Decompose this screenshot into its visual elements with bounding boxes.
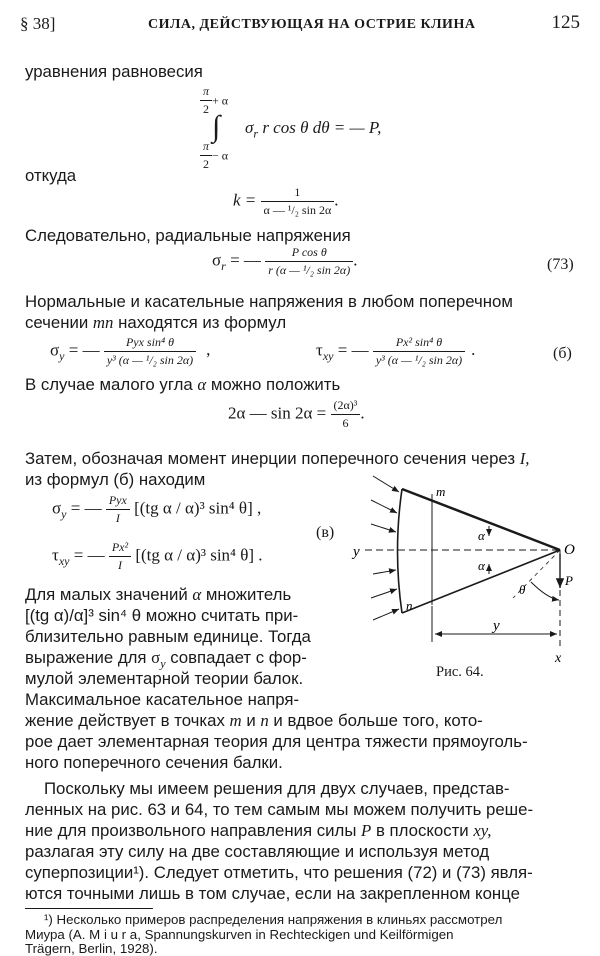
figure-caption: Рис. 64. — [436, 664, 484, 680]
text-line: ного поперечного сечения балки. — [25, 753, 283, 772]
load-arrows — [371, 476, 399, 620]
text-line: из формул (б) находим — [25, 470, 206, 489]
wedge-outline — [398, 489, 561, 613]
label-o: O — [564, 542, 575, 558]
label-x: x — [555, 651, 562, 666]
text-line: Затем, обозначая момент инерции поперечного сечения через I, — [25, 449, 530, 468]
label-alpha-top: α — [478, 528, 485, 543]
text-line: суперпозиции¹). Следует отметить, что решения (72) и (73) явля- — [25, 863, 533, 882]
text-line: близительно равным единице. Тогда — [25, 627, 311, 646]
integral-sign: ∫ — [212, 110, 221, 143]
label-n: n — [406, 598, 413, 613]
theta-arc — [531, 582, 559, 600]
running-title: СИЛА, ДЕЙСТВУЮЩАЯ НА ОСТРИЕ КЛИНА — [148, 17, 476, 32]
label-y-dimension: y — [493, 618, 500, 634]
equation-k: k = $\frac{1}{\text{α — ¹/₂ sin 2α}}$ . — [233, 185, 339, 217]
equation-b-sigma: $\sigma_y$ = — $\frac{\text{Pyx sin⁴ θ}}{\text{y³ (α — ¹/₂ sin 2α)}}$ , — [50, 335, 211, 367]
text-line: Для малых значений α множитель — [25, 585, 292, 604]
text-line: жение действует в точках m и n и вдвое больше того, кото- — [25, 711, 483, 730]
equation-b-tau: $\tau_{xy}$ = — $\frac{\text{Px² sin⁴ θ}}{\text{y³ (α — ¹/₂ sin 2α)}}$ . — [316, 335, 476, 367]
equation-v-tau: $\tau_{xy}$ = — $\frac{\text{Px²}}{I}$ [(tg α / α)³ sin⁴ θ] . — [52, 540, 263, 572]
text-line: Поскольку мы имеем решения для двух случаев, представ- — [44, 779, 510, 798]
text-line: уравнения равновесия — [25, 62, 203, 81]
equation-v-sigma: $\sigma_y$ = — $\frac{\text{Pyx}}{I}$ [(tg α / α)³ sin⁴ θ] , — [52, 493, 262, 525]
text-line: разлагая эту силу на две составляющие и используя метод — [25, 842, 490, 861]
text-line: ются точными лишь в том случае, если на закрепленном конце — [25, 884, 520, 903]
label-theta: θ — [519, 582, 526, 597]
page-number: 125 — [551, 12, 580, 33]
label-p: P — [565, 573, 573, 588]
label-y-axis: y — [353, 544, 360, 560]
text-line: рое дает элементарная теория для центра тяжести прямоуголь- — [25, 732, 528, 751]
text-line: выражение для $\sigma_y$ совпадает с фор- — [25, 648, 307, 671]
text-line: мулой элементарной теории балок. — [25, 669, 304, 688]
equation-approx: 2α — sin 2α = $\frac{\text{(2α)³}}{6}$ . — [228, 398, 365, 430]
footnote-line: ¹) Несколько примеров распределения напряжения в клиньях рассмотрел — [44, 912, 503, 927]
footnote-rule — [25, 908, 153, 909]
figure-64 — [335, 470, 595, 670]
footnote-line: Trägern, Berlin, 1928). — [25, 941, 158, 956]
text-line: ленных на рис. 63 и 64, то тем самым мы можем получить реше- — [25, 800, 534, 819]
integral-lower-limit: $\frac{\pi}{2}$ − α — [200, 139, 228, 172]
text-line: Следовательно, радиальные напряжения — [25, 226, 351, 245]
text-line: В случае малого угла α можно положить — [25, 375, 341, 394]
footnote-line: Миура (A. M i u r a, Spannungskurven in Rechteckigen und Keilförmigen — [25, 927, 454, 942]
section-number: § 38] — [20, 14, 56, 33]
equation-73: $\sigma_r$ = — $\frac{\text{P cos θ}}{\text{r (α — ¹/₂ sin 2α)}}$ . — [212, 245, 358, 277]
equation-number-b: (б) — [553, 345, 572, 362]
integral-upper-limit: $\frac{\pi}{2}$ + α — [200, 84, 228, 117]
equation-number-73: (73) — [547, 256, 574, 273]
label-m: m — [436, 484, 446, 499]
text-line: откуда — [25, 166, 77, 185]
text-line: [(tg α)/α]³ sin⁴ θ можно считать при- — [25, 606, 299, 625]
label-alpha-bottom: α — [478, 558, 485, 573]
equation-number-v: (в) — [316, 524, 335, 541]
text-line: ние для произвольного направления силы P в плоскости xy, — [25, 821, 492, 840]
text-line: сечении mn находятся из формул — [25, 313, 287, 332]
text-line: Максимальное касательное напря- — [25, 690, 300, 709]
integral-body: $\sigma_r$ r cos θ dθ = — P, — [245, 118, 382, 141]
text-line: Нормальные и касательные напряжения в любом поперечном — [25, 292, 513, 311]
